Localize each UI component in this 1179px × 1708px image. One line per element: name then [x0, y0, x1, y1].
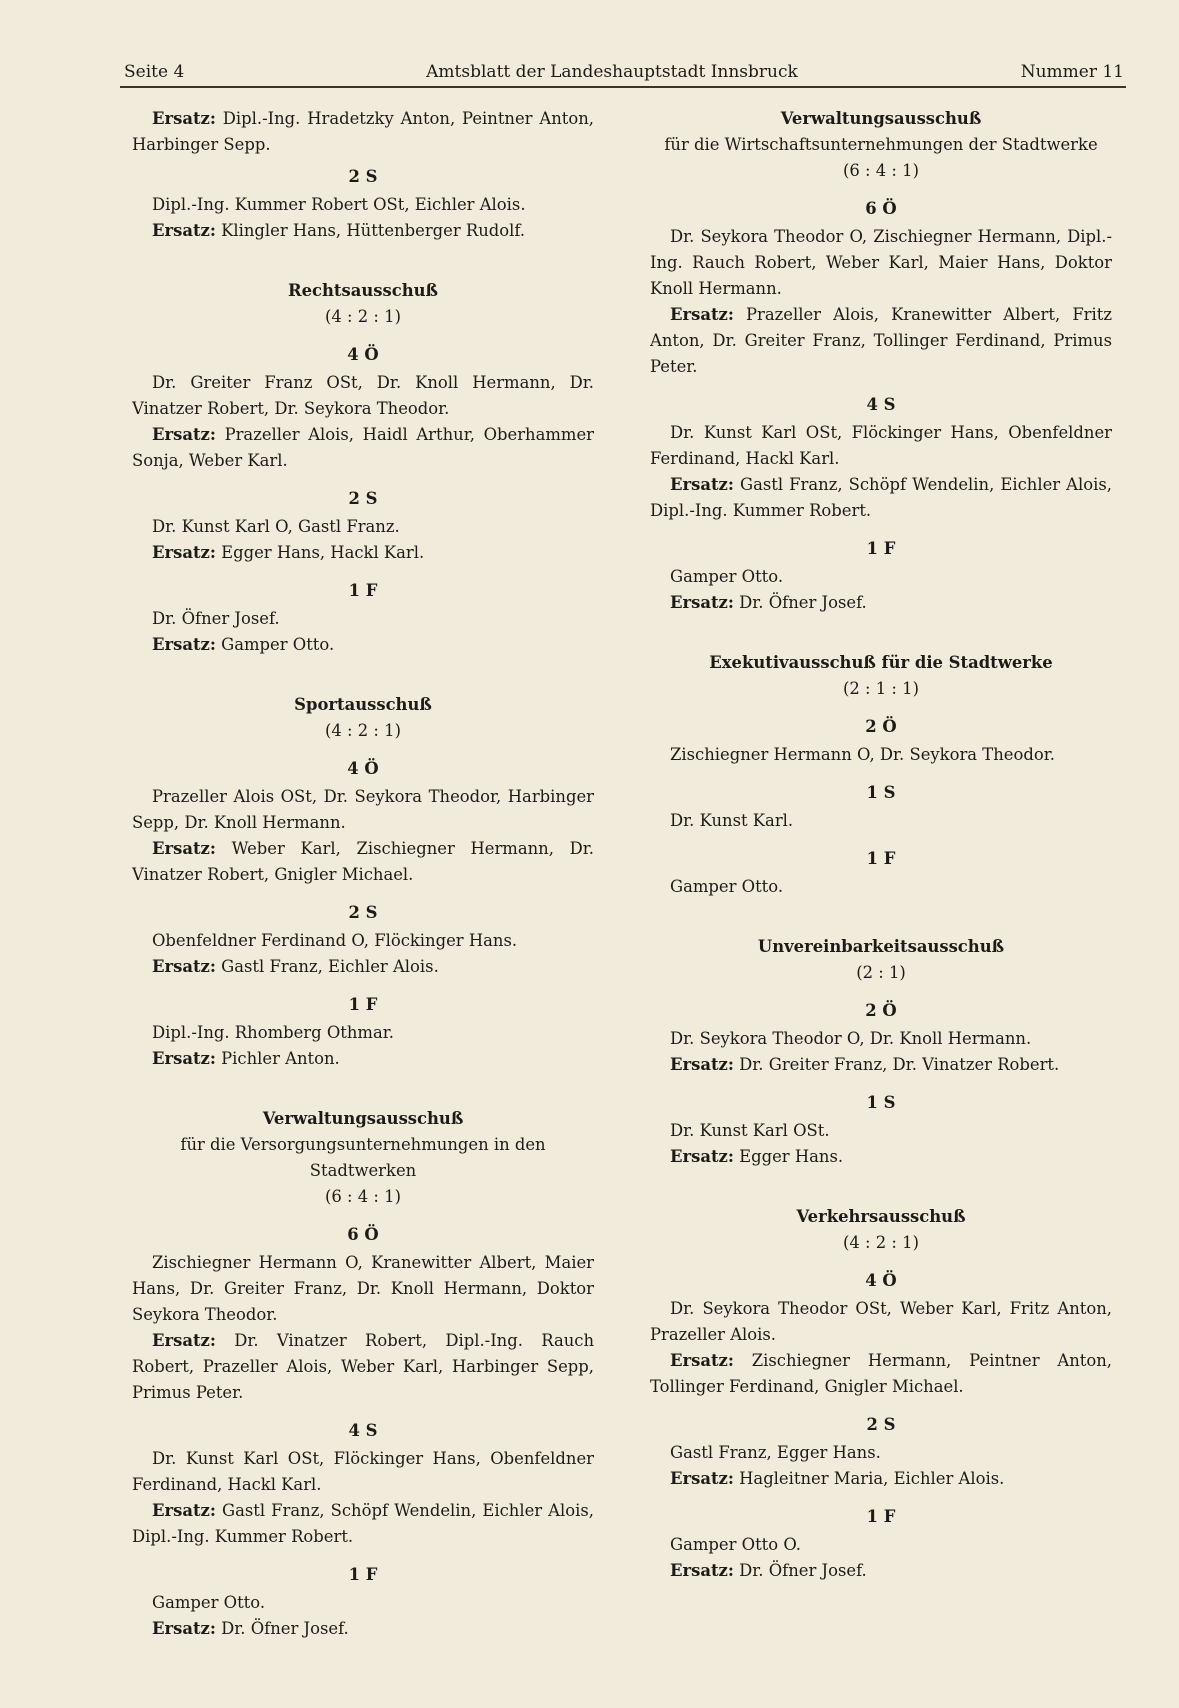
member-group [132, 1562, 594, 1642]
member-group [132, 1418, 594, 1550]
substitutes-text: Dr. Greiter Franz, Dr. Vinatzer Robert. [739, 1055, 1060, 1074]
members: Dipl.-Ing. Rhomberg Othmar. [152, 1023, 394, 1042]
group-label: 4 Ö [347, 759, 379, 778]
substitutes [132, 632, 594, 658]
substitutes-text: Klingler Hans, Hüttenberger Rudolf. [221, 221, 526, 240]
substitutes-text: Hagleitner Maria, Eichler Alois. [739, 1469, 1005, 1488]
substitutes-text: Prazeller Alois, Kranewitter Albert, Fritz Anton, Dr. Greiter Franz, Tollinger Ferdinand, Primus Peter. [650, 305, 1112, 376]
members: Obenfeldner Ferdinand O, Flöckinger Hans. [152, 931, 518, 950]
member-group [132, 992, 594, 1072]
committee-title: Exekutivausschuß für die Stadtwerke [709, 653, 1053, 672]
group-label: 4 Ö [865, 1271, 897, 1290]
members: Gamper Otto. [152, 1593, 266, 1612]
members: Dr. Kunst Karl. [670, 811, 794, 830]
committee-title: Sportausschuß [294, 695, 432, 714]
substitutes-text: Gamper Otto. [221, 635, 335, 654]
right-column [650, 100, 1112, 1690]
member-group [650, 1268, 1112, 1400]
substitutes-label: Ersatz: [152, 109, 216, 128]
seat-ratio: (6 : 4 : 1) [843, 161, 919, 180]
substitutes-label: Ersatz: [152, 839, 216, 858]
members: Dr. Greiter Franz OSt, Dr. Knoll Hermann, Dr. Vinatzer Robert, Dr. Seykora Theodor. [132, 373, 594, 418]
seat-ratio: (2 : 1 : 1) [843, 679, 919, 698]
substitutes-text: Egger Hans, Hackl Karl. [221, 543, 425, 562]
group-label: 2 Ö [865, 1001, 897, 1020]
group-label: 1 F [866, 1507, 896, 1526]
group-label: 1 F [866, 539, 896, 558]
member-group [132, 756, 594, 888]
substitutes [650, 472, 1112, 524]
group-label: 6 Ö [865, 199, 897, 218]
member-group [132, 900, 594, 980]
member-group [650, 1504, 1112, 1584]
committee-title: Rechtsausschuß [287, 281, 438, 300]
member-group [132, 578, 594, 658]
member-group [650, 1090, 1112, 1170]
substitutes-text: Prazeller Alois, Haidl Arthur, Oberhammer Sonja, Weber Karl. [132, 425, 594, 470]
seat-ratio: (6 : 4 : 1) [325, 1187, 401, 1206]
substitutes-label: Ersatz: [670, 305, 734, 324]
page-header [124, 60, 1124, 86]
intro-block [132, 106, 594, 158]
substitutes [650, 1466, 1112, 1492]
substitutes [650, 1558, 1112, 1584]
members: Dr. Kunst Karl OSt. [670, 1121, 830, 1140]
member-group [650, 714, 1112, 768]
substitutes-label: Ersatz: [152, 221, 216, 240]
substitutes-label: Ersatz: [152, 1501, 216, 1520]
group-label: 1 S [866, 1093, 896, 1112]
committee-section [132, 1106, 594, 1642]
member-group [650, 536, 1112, 616]
substitutes-text: Gastl Franz, Eichler Alois. [221, 957, 439, 976]
substitutes-label: Ersatz: [152, 957, 216, 976]
members: Gamper Otto. [670, 877, 784, 896]
committee-section [650, 934, 1112, 1170]
members: Dr. Kunst Karl OSt, Flöckinger Hans, Obenfeldner Ferdinand, Hackl Karl. [650, 423, 1112, 468]
committee-title: Verkehrsausschuß [796, 1207, 966, 1226]
substitutes [650, 1144, 1112, 1170]
substitutes-label: Ersatz: [670, 1469, 734, 1488]
substitutes-label: Ersatz: [152, 1331, 216, 1350]
members: Dipl.-Ing. Kummer Robert OSt, Eichler Alois. [152, 195, 526, 214]
member-group [650, 196, 1112, 380]
member-group [132, 164, 594, 244]
substitutes [132, 1046, 594, 1072]
group-label: 1 F [348, 581, 378, 600]
substitutes-label: Ersatz: [670, 1561, 734, 1580]
committee-section [132, 692, 594, 1072]
group-label: 1 F [866, 849, 896, 868]
publication-title: Amtsblatt der Landeshauptstadt Innsbruck [426, 62, 798, 82]
substitutes-text: Egger Hans. [739, 1147, 844, 1166]
substitutes-label: Ersatz: [152, 635, 216, 654]
substitutes-label: Ersatz: [670, 1055, 734, 1074]
substitutes [132, 540, 594, 566]
members: Gastl Franz, Egger Hans. [670, 1443, 881, 1462]
member-group [132, 486, 594, 566]
committee-title: Unvereinbarkeitsausschuß [757, 937, 1005, 956]
substitutes-label: Ersatz: [670, 475, 734, 494]
members: Gamper Otto. [670, 567, 784, 586]
committee-section [132, 278, 594, 658]
group-label: 2 Ö [865, 717, 897, 736]
members: Zischiegner Hermann O, Kranewitter Albert, Maier Hans, Dr. Greiter Franz, Dr. Knoll Hermann, Doktor Seykora Theodor. [132, 1253, 594, 1324]
group-label: 6 Ö [347, 1225, 379, 1244]
substitutes [132, 1616, 594, 1642]
substitutes-label: Ersatz: [670, 1351, 734, 1370]
seat-ratio: (4 : 2 : 1) [325, 307, 401, 326]
member-group [650, 392, 1112, 524]
substitutes [132, 422, 594, 474]
substitutes [132, 1498, 594, 1550]
members: Dr. Kunst Karl O, Gastl Franz. [152, 517, 400, 536]
group-label: 4 S [866, 395, 896, 414]
committee-title: Verwaltungsausschuß [262, 1109, 464, 1128]
members: Dr. Seykora Theodor OSt, Weber Karl, Fritz Anton, Prazeller Alois. [650, 1299, 1112, 1344]
substitutes-text: Dipl.-Ing. Hradetzky Anton, Peintner Anton, Harbinger Sepp. [132, 109, 594, 154]
substitutes-label: Ersatz: [670, 593, 734, 612]
member-group [650, 998, 1112, 1078]
committee-section [650, 106, 1112, 616]
committee-title: Verwaltungsausschuß [780, 109, 982, 128]
substitutes [132, 218, 594, 244]
substitutes-text: Gastl Franz, Schöpf Wendelin, Eichler Alois, Dipl.-Ing. Kummer Robert. [132, 1501, 594, 1546]
substitutes-label: Ersatz: [670, 1147, 734, 1166]
member-group [650, 1412, 1112, 1492]
member-group [132, 342, 594, 474]
members: Gamper Otto O. [670, 1535, 802, 1554]
seat-ratio: (4 : 2 : 1) [843, 1233, 919, 1252]
substitutes-text: Dr. Vinatzer Robert, Dipl.-Ing. Rauch Robert, Prazeller Alois, Weber Karl, Harbinger Sepp, Primus Peter. [132, 1331, 594, 1402]
committee-section [650, 650, 1112, 900]
substitutes [132, 836, 594, 888]
left-column [132, 100, 594, 1690]
members: Dr. Kunst Karl OSt, Flöckinger Hans, Obenfeldner Ferdinand, Hackl Karl. [132, 1449, 594, 1494]
substitutes [650, 590, 1112, 616]
seat-ratio: (2 : 1) [856, 963, 906, 982]
substitutes [650, 1052, 1112, 1078]
page-number: Seite 4 [124, 62, 185, 82]
group-label: 4 Ö [347, 345, 379, 364]
substitutes [132, 106, 594, 158]
substitutes [650, 302, 1112, 380]
substitutes-label: Ersatz: [152, 1619, 216, 1638]
group-label: 1 F [348, 995, 378, 1014]
group-label: 2 S [348, 167, 378, 186]
member-group [650, 846, 1112, 900]
substitutes-text: Zischiegner Hermann, Peintner Anton, Tollinger Ferdinand, Gnigler Michael. [650, 1351, 1112, 1396]
substitutes-label: Ersatz: [152, 543, 216, 562]
issue-number: Nummer 11 [1020, 62, 1124, 82]
committee-section [650, 1204, 1112, 1584]
members: Dr. Öfner Josef. [152, 609, 280, 628]
substitutes-label: Ersatz: [152, 1049, 216, 1068]
substitutes-text: Dr. Öfner Josef. [221, 1619, 349, 1638]
substitutes-text: Dr. Öfner Josef. [739, 1561, 867, 1580]
member-group [132, 1222, 594, 1406]
substitutes [132, 1328, 594, 1406]
group-label: 2 S [348, 489, 378, 508]
group-label: 1 F [348, 1565, 378, 1584]
group-label: 2 S [348, 903, 378, 922]
substitutes-text: Pichler Anton. [221, 1049, 340, 1068]
group-label: 4 S [348, 1421, 378, 1440]
substitutes-text: Dr. Öfner Josef. [739, 593, 867, 612]
header-rule [120, 86, 1126, 88]
group-label: 2 S [866, 1415, 896, 1434]
members: Dr. Seykora Theodor O, Dr. Knoll Hermann. [670, 1029, 1032, 1048]
committee-subtitle: für die Versorgungsunternehmungen in den Stadtwerken [180, 1135, 546, 1180]
substitutes-text: Weber Karl, Zischiegner Hermann, Dr. Vinatzer Robert, Gnigler Michael. [132, 839, 594, 884]
group-label: 1 S [866, 783, 896, 802]
committee-subtitle: für die Wirtschaftsunternehmungen der Stadtwerke [664, 135, 1098, 154]
substitutes [132, 954, 594, 980]
substitutes-text: Gastl Franz, Schöpf Wendelin, Eichler Alois, Dipl.-Ing. Kummer Robert. [650, 475, 1112, 520]
member-group [650, 780, 1112, 834]
seat-ratio: (4 : 2 : 1) [325, 721, 401, 740]
members: Dr. Seykora Theodor O, Zischiegner Hermann, Dipl.-Ing. Rauch Robert, Weber Karl, Maier Hans, Doktor Knoll Hermann. [650, 227, 1112, 298]
substitutes [650, 1348, 1112, 1400]
members: Prazeller Alois OSt, Dr. Seykora Theodor, Harbinger Sepp, Dr. Knoll Hermann. [132, 787, 594, 832]
members: Zischiegner Hermann O, Dr. Seykora Theodor. [670, 745, 1055, 764]
substitutes-label: Ersatz: [152, 425, 216, 444]
